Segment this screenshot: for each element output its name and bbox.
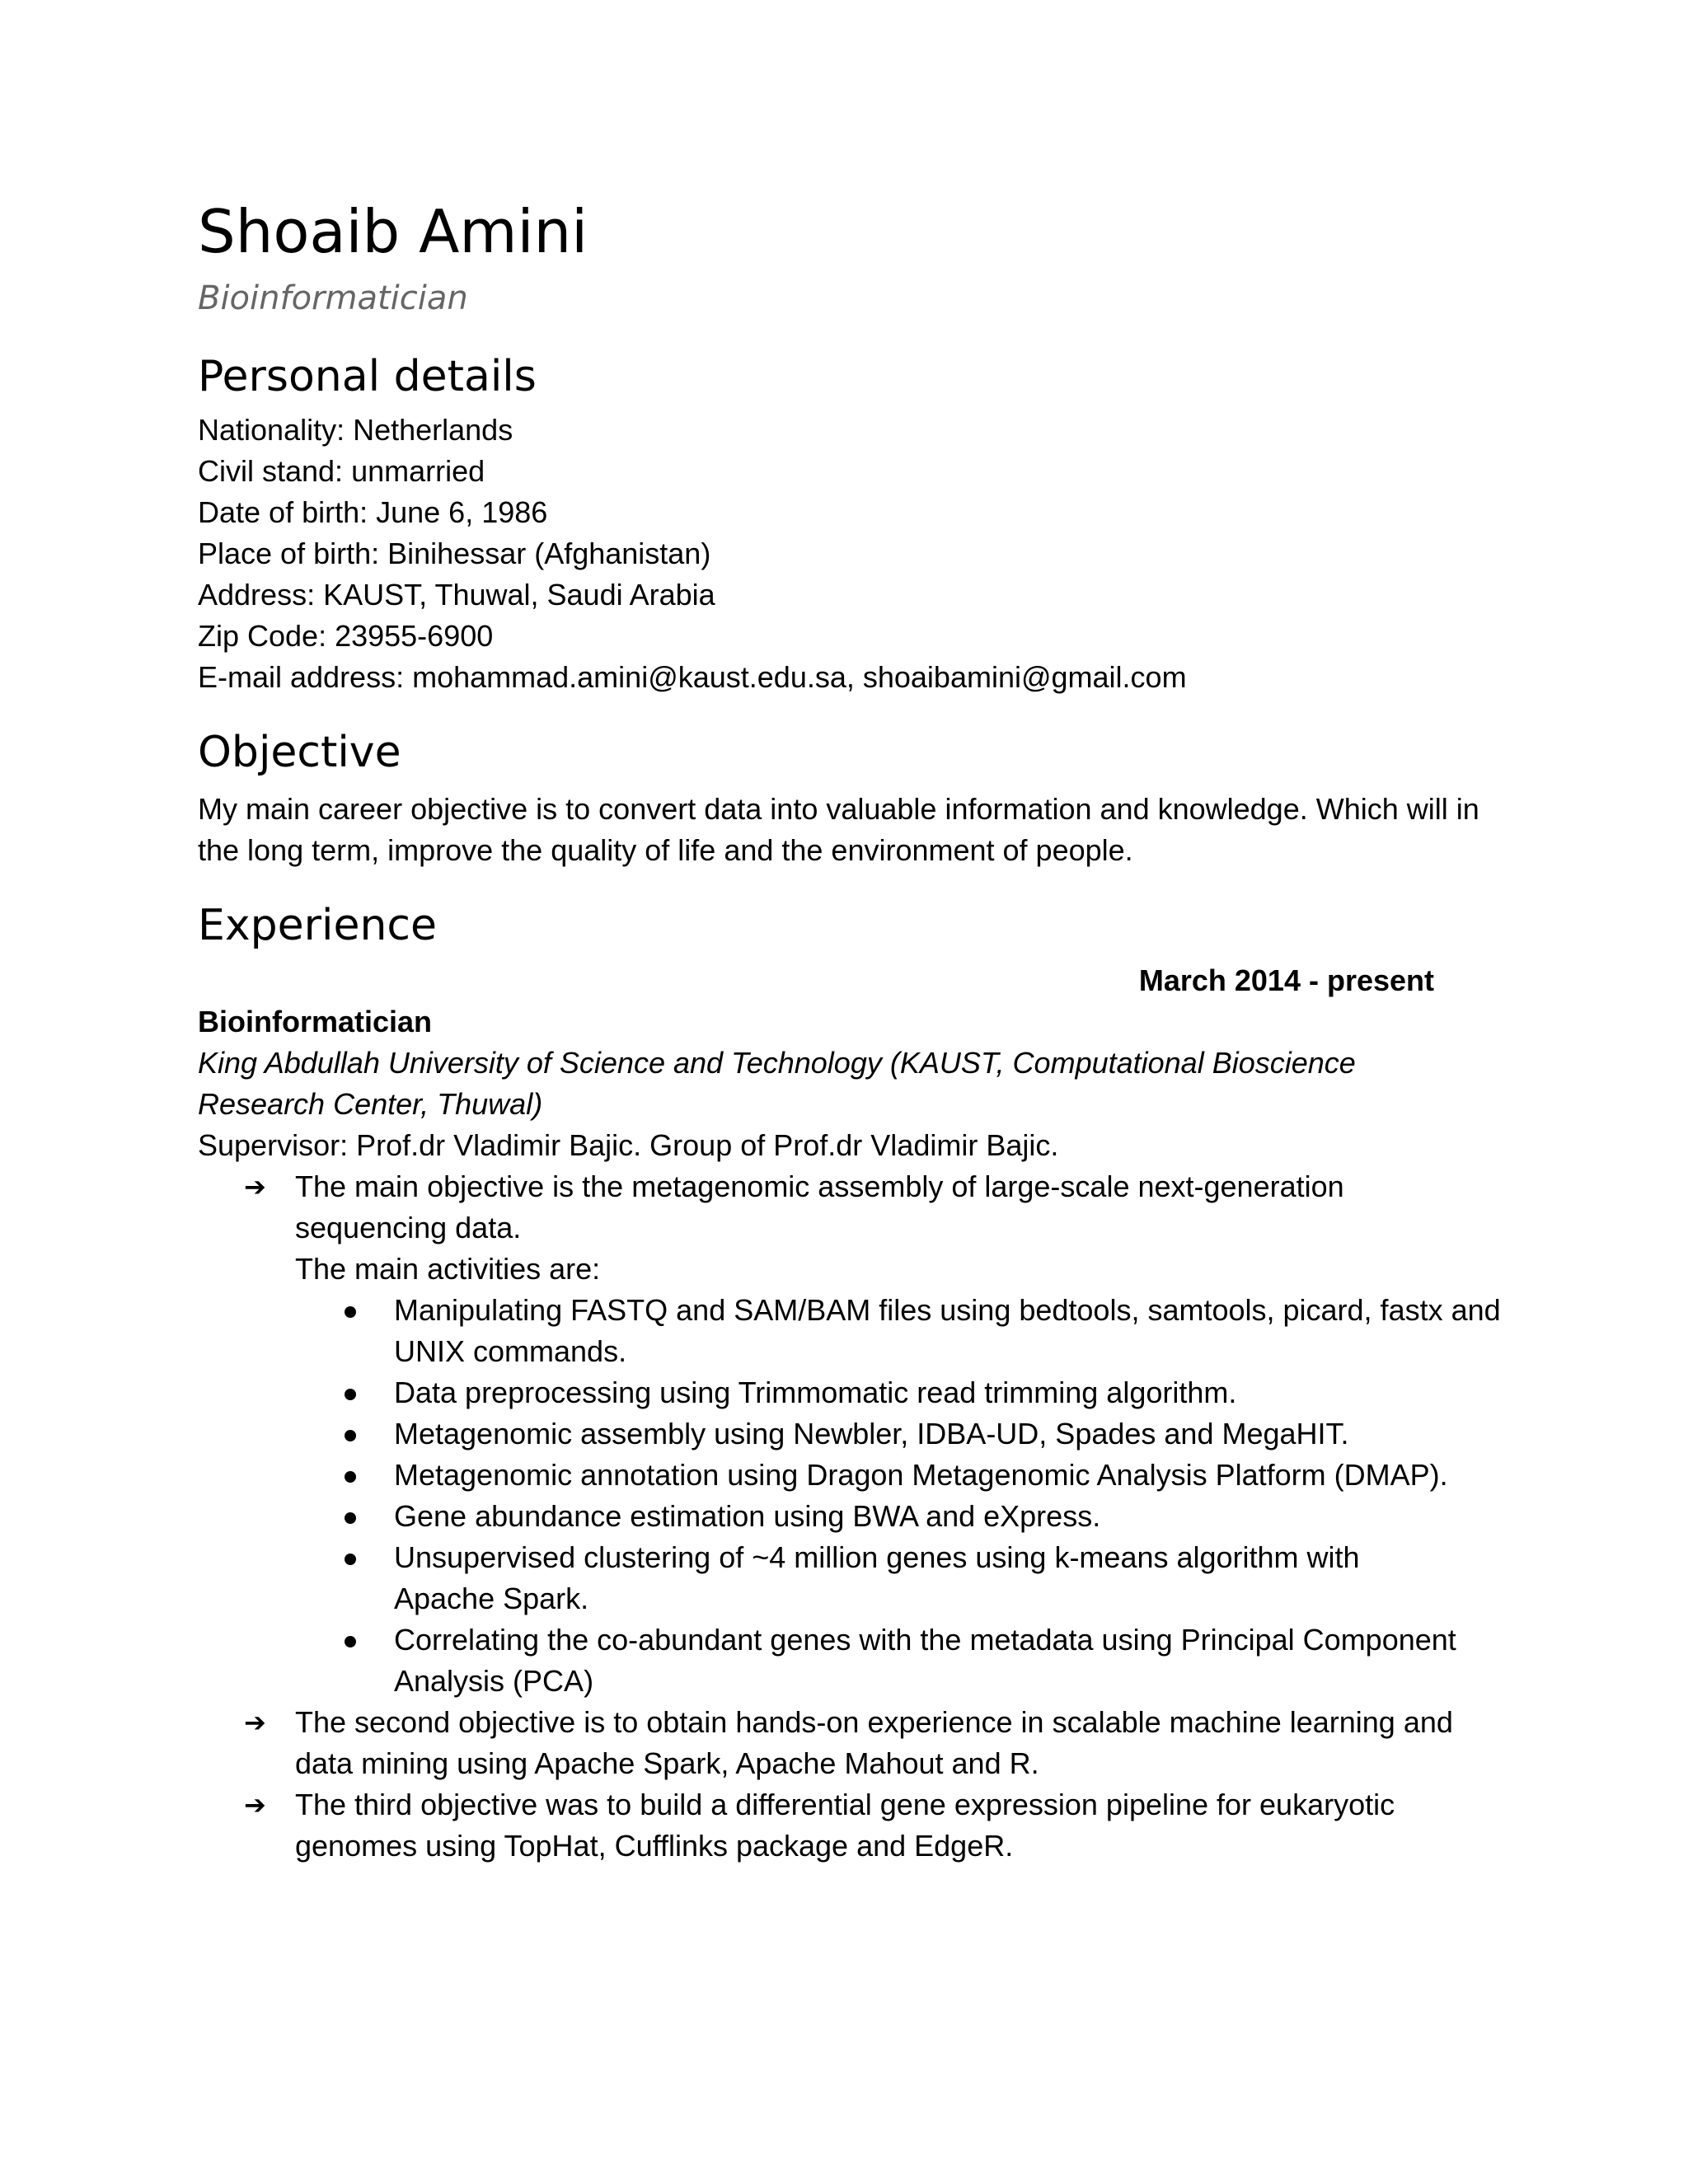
bullet-icon	[345, 1306, 356, 1318]
objective-heading: Objective	[198, 728, 401, 777]
arrow-right-icon: ➔	[244, 1171, 266, 1202]
supervisor-line: Supervisor: Prof.dr Vladimir Bajic. Group of Prof.dr Vladimir Bajic.	[198, 1128, 1059, 1162]
activity-text: Correlating the co-abundant genes with the metadata using Principal Component Analysis (PCA)	[394, 1623, 1456, 1698]
objective-item-text: The second objective is to obtain hands-on experience in scalable machine learning and data mining using Apache Spark, Apache Mahout and R.	[295, 1705, 1453, 1780]
activity-text: Unsupervised clustering of ~4 million genes using k-means algorithm with Apache Spark.	[394, 1540, 1360, 1615]
activity-text: Manipulating FASTQ and SAM/BAM files using bedtools, samtools, picard, fastx and UNIX commands.	[394, 1293, 1501, 1368]
experience-entry	[198, 960, 1517, 1867]
civil-stand-line: Civil stand: unmarried	[198, 454, 485, 488]
activity-text: Data preprocessing using Trimmomatic read trimming algorithm.	[394, 1376, 1237, 1409]
bullet-icon	[345, 1471, 356, 1483]
address-line: Address: KAUST, Thuwal, Saudi Arabia	[198, 578, 715, 612]
personal-details-heading: Personal details	[198, 352, 537, 401]
list-item	[394, 1290, 1515, 1372]
job-title: Bioinformatician	[198, 1005, 433, 1038]
activities-list	[295, 1290, 1515, 1702]
place-of-birth-line: Place of birth: Binihessar (Afghanistan)	[198, 537, 711, 570]
experience-date: March 2014 - present	[1138, 963, 1434, 997]
objective-section	[198, 789, 1484, 871]
activity-text: Metagenomic assembly using Newbler, IDBA-UD, Spades and MegaHIT.	[394, 1417, 1349, 1451]
list-item	[394, 1413, 1515, 1455]
objective-text: My main career objective is to convert data into valuable information and knowledge. Which will in the long term, improve the quality of life and the environment of people.	[198, 792, 1479, 867]
candidate-title: Bioinformatician	[198, 279, 468, 317]
list-item	[394, 1372, 1515, 1413]
list-item	[394, 1496, 1515, 1537]
nationality-line: Nationality: Netherlands	[198, 413, 513, 447]
objectives-list	[198, 1166, 1517, 1867]
list-item	[394, 1455, 1515, 1496]
activity-text: Metagenomic annotation using Dragon Metagenomic Analysis Platform (DMAP).	[394, 1458, 1448, 1492]
email-line: E-mail address: mohammad.amini@kaust.edu.sa, shoaibamini@gmail.com	[198, 660, 1187, 694]
bullet-icon	[345, 1389, 356, 1400]
bullet-icon	[345, 1430, 356, 1441]
list-item	[394, 1537, 1515, 1619]
activity-text: Gene abundance estimation using BWA and eXpress.	[394, 1499, 1101, 1533]
list-item	[244, 1784, 1517, 1867]
employer: King Abdullah University of Science and Technology (KAUST, Computational Bioscience Research Center, Thuwal)	[198, 1046, 1356, 1121]
bullet-icon	[345, 1636, 356, 1647]
date-of-birth-line: Date of birth: June 6, 1986	[198, 495, 548, 529]
candidate-name: Shoaib Amini	[198, 197, 588, 266]
bullet-icon	[345, 1554, 356, 1565]
bullet-icon	[345, 1512, 356, 1524]
list-item	[244, 1702, 1517, 1784]
activities-subheading: The main activities are:	[295, 1252, 601, 1286]
experience-heading: Experience	[198, 901, 437, 950]
personal-details-list	[198, 410, 1500, 698]
arrow-right-icon: ➔	[244, 1707, 266, 1738]
list-item	[394, 1619, 1515, 1702]
objective-item-text: The third objective was to build a differential gene expression pipeline for eukaryotic genomes using TopHat, Cufflinks package and EdgeR.	[295, 1788, 1395, 1863]
arrow-right-icon: ➔	[244, 1789, 266, 1821]
zip-code-line: Zip Code: 23955-6900	[198, 619, 494, 653]
objective-item-text: The main objective is the metagenomic assembly of large-scale next-generation sequencing data.	[295, 1169, 1344, 1244]
list-item	[244, 1166, 1515, 1702]
